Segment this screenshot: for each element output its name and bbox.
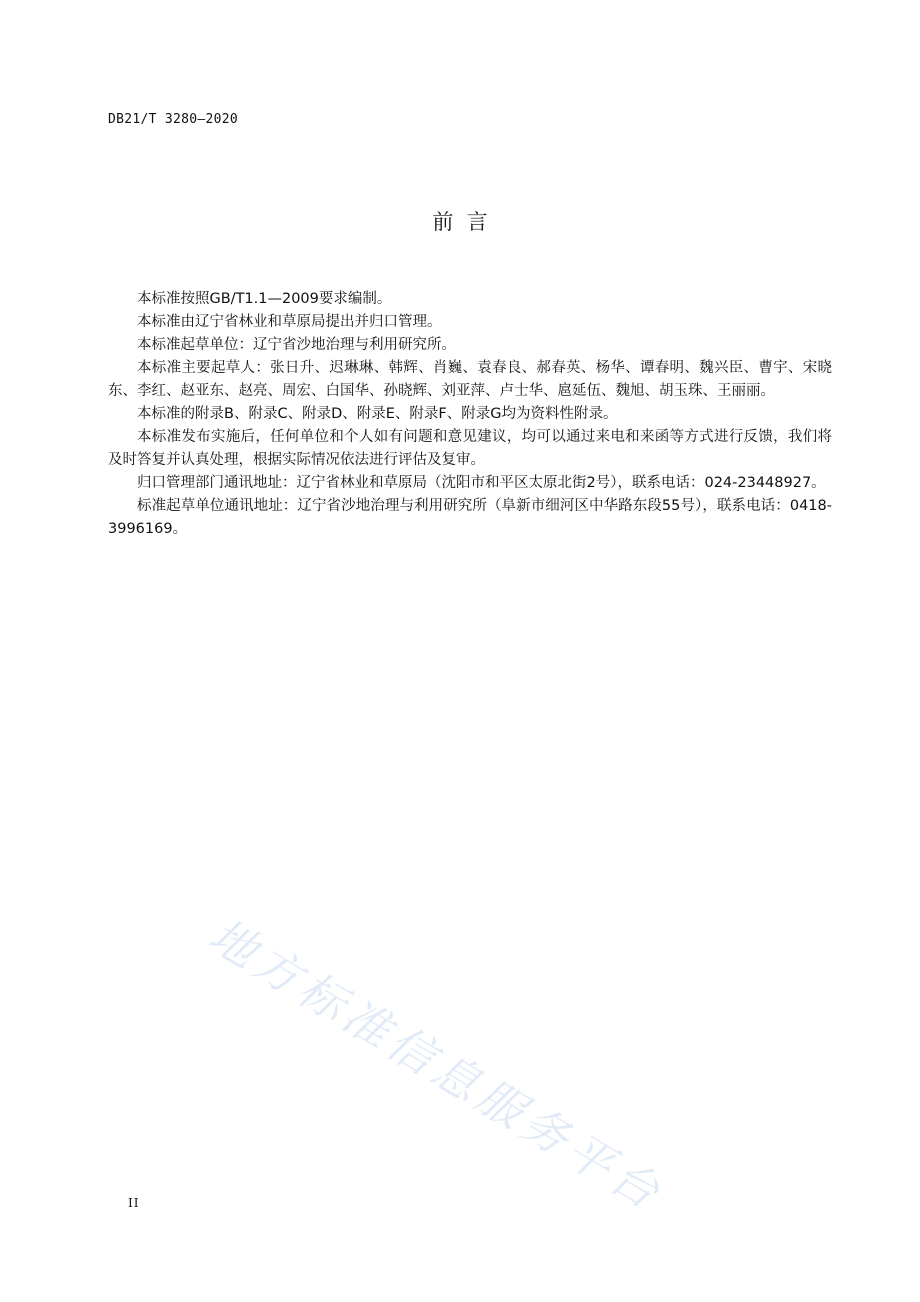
watermark: 地方标准信息服务平台 xyxy=(199,907,674,1222)
standard-code: DB21/T 3280—2020 xyxy=(108,112,239,127)
paragraph-appendices: 本标准的附录B、附录C、附录D、附录E、附录F、附录G均为资料性附录。 xyxy=(137,406,618,422)
foreword-body xyxy=(108,288,832,541)
paragraph-feedback: 本标准发布实施后，任何单位和个人如有问题和意见建议，均可以通过来电和来函等方式进行反馈，我们将及时答复并认真处理，根据实际情况依法进行评估及复审。 xyxy=(108,429,832,468)
paragraph-drafting-unit: 本标准起草单位：辽宁省沙地治理与利用研究所。 xyxy=(137,337,456,353)
paragraph-drafting-unit-address: 标准起草单位通讯地址：辽宁省沙地治理与利用研究所（阜新市细河区中华路东段55号），联系电话：0418-3996169。 xyxy=(108,498,832,537)
paragraph-compilation-basis: 本标准按照GB/T1.1—2009要求编制。 xyxy=(137,291,392,307)
paragraph-drafters: 本标准主要起草人：张日升、迟琳琳、韩辉、肖巍、袁春良、郝春英、杨华、谭春明、魏兴臣、曹宇、宋晓东、李红、赵亚东、赵亮、周宏、白国华、孙晓辉、刘亚萍、卢士华、扈延伍、魏旭、胡玉珠、王丽丽。 xyxy=(108,360,832,399)
paragraph-proposer: 本标准由辽宁省林业和草原局提出并归口管理。 xyxy=(137,314,442,330)
paragraph-management-address: 归口管理部门通讯地址：辽宁省林业和草原局（沈阳市和平区太原北街2号），联系电话：024-23448927。 xyxy=(137,475,826,491)
page-title: 前 言 xyxy=(432,210,488,234)
page-number: II xyxy=(128,1196,140,1210)
